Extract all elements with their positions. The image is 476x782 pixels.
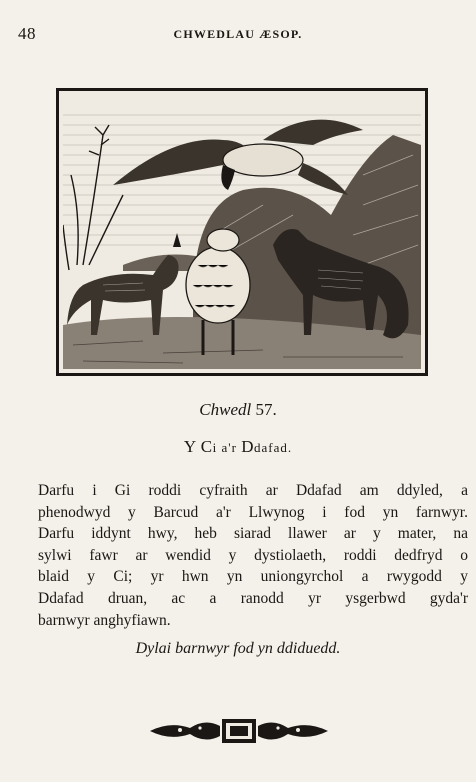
body-line: phenodwyd y Barcud a'r Llwynog i fod yn farnwyr. <box>38 503 468 521</box>
fable-number-word: Chwedl <box>199 400 252 419</box>
tailpiece-ornament-icon <box>150 716 328 746</box>
fable-title <box>0 437 476 457</box>
running-title: CHWEDLAU ÆSOP. <box>173 27 303 41</box>
title-ddafad-d: D <box>241 437 254 456</box>
body-line: barnwyr anghyfiawn. <box>38 611 171 629</box>
body-line: Darfu iddynt hwy, heb siarad llawer ar y mater, na <box>38 525 468 543</box>
body-line: sylwi fawr ar wendid y dystiolaeth, roddi dedfryd o <box>38 546 468 564</box>
running-head <box>18 24 458 44</box>
fable-number <box>0 400 476 420</box>
fable-illustration <box>56 88 428 376</box>
title-ci-rest: i <box>212 440 218 455</box>
fable-number-value: 57. <box>255 400 277 419</box>
fable-moral: Dylai barnwyr fod yn ddiduedd. <box>135 640 341 657</box>
title-y: Y <box>183 437 197 456</box>
body-line: Darfu i Gi roddi cyfraith ar Ddafad am ddyled, a <box>38 482 468 499</box>
fable-body <box>38 480 468 631</box>
title-ddafad-rest: dafad. <box>253 440 293 455</box>
woodcut-illustration <box>63 95 421 369</box>
body-line: Ddafad druan, ac a ranodd yr ysgerbwd gyda'r <box>38 589 468 607</box>
title-ci-c: C <box>200 437 213 456</box>
title-ar: a'r <box>217 440 242 455</box>
body-line: blaid y Ci; yr hwn yn uniongyrchol a rwygodd y <box>38 568 468 586</box>
kite-figure <box>113 120 363 195</box>
page-number: 48 <box>18 24 36 43</box>
